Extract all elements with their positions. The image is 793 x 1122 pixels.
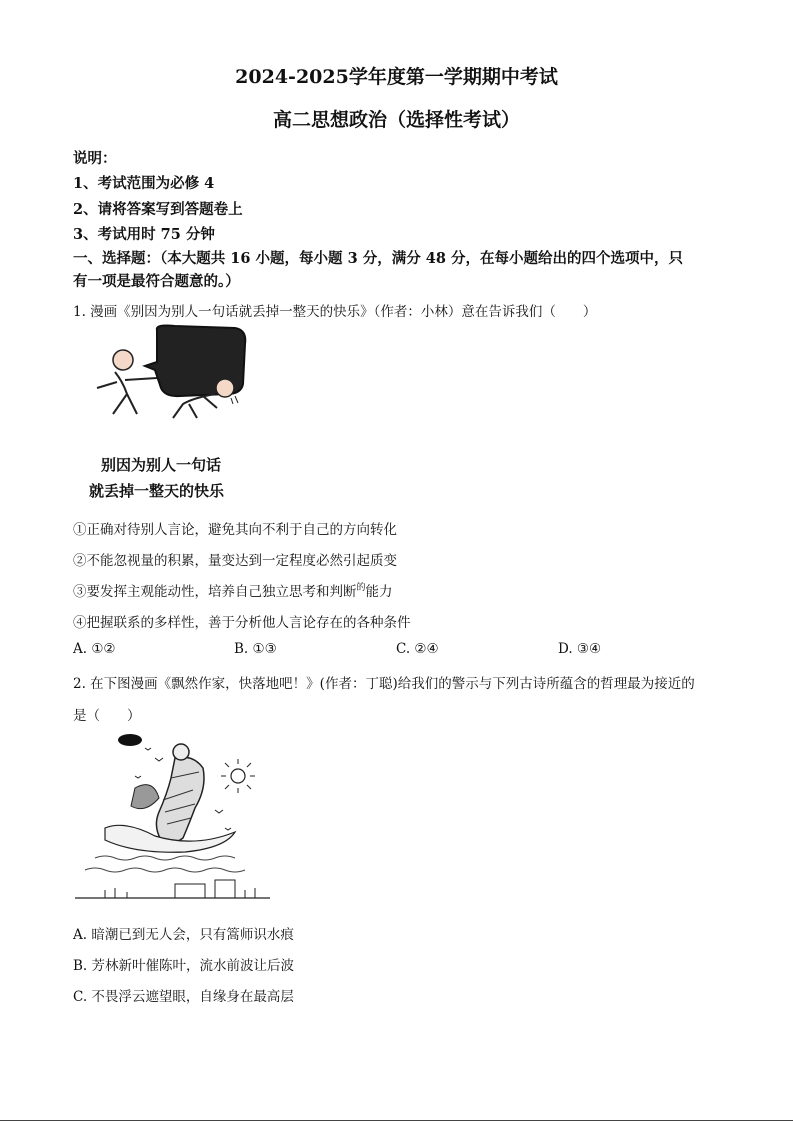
- q2-option-b[interactable]: B. 芳林新叶催陈叶，流水前波让后波: [73, 958, 295, 974]
- q1-statement-3-text: ③要发挥主观能动性，培养自己独立思考和判断: [73, 584, 357, 600]
- q1-cartoon: [85, 322, 255, 507]
- exam-subtitle: 高二思想政治（选择性考试）: [272, 109, 520, 131]
- q2-stem-line2: 是（ ）: [73, 708, 141, 724]
- cartoon-caption-line2: 就丢掉一整天的快乐: [89, 482, 225, 500]
- section-heading-line1: 一、选择题：（本大题共 16 小题，每小题 3 分，满分 48 分，在每小题给出的四个选项中，只: [73, 250, 683, 267]
- section-heading-line2: 有一项是最符合题意的。）: [73, 273, 240, 290]
- q1-option-d[interactable]: D. ③④: [558, 641, 602, 657]
- note-item-2: 2、请将答案写到答题卷上: [73, 201, 243, 218]
- q1-stem: 1. 漫画《别因为别人一句话就丢掉一整天的快乐》（作者：小林）意在告诉我们（ ）: [73, 304, 597, 320]
- q1-statement-2: ②不能忽视量的积累，量变达到一定程度必然引起质变: [73, 553, 397, 569]
- q1-statement-3-sup: 的: [356, 583, 366, 593]
- q2-cartoon: [75, 728, 270, 906]
- exam-title: 2024-2025学年度第一学期期中考试: [235, 66, 558, 88]
- q1-statement-4: ④把握联系的多样性，善于分析他人言论存在的各种条件: [73, 615, 411, 631]
- q2-option-c[interactable]: C. 不畏浮云遮望眼，自缘身在最高层: [73, 989, 294, 1005]
- q1-option-b[interactable]: B. ①③: [234, 641, 277, 657]
- q2-option-a[interactable]: A. 暗潮已到无人会，只有篙师识水痕: [73, 927, 294, 943]
- q1-statement-3-tail: 能力: [365, 584, 393, 600]
- cartoon-illustration: [85, 322, 255, 507]
- page-bottom-border: [0, 1120, 793, 1121]
- notes-label: 说明：: [73, 150, 117, 167]
- q1-statement-1: ①正确对待别人言论，避免其向不利于自己的方向转化: [73, 522, 397, 538]
- q1-option-c[interactable]: C. ②④: [396, 641, 439, 657]
- cartoon-illustration: [75, 728, 270, 906]
- note-item-1: 1、考试范围为必修 4: [73, 175, 215, 192]
- q1-statement-3: [73, 580, 393, 600]
- note-item-3: 3、考试用时 75 分钟: [73, 226, 215, 243]
- cartoon-caption-line1: 别因为别人一句话: [101, 456, 222, 474]
- q2-stem-line1: 2. 在下图漫画《飘然作家，快落地吧！》(作者：丁聪)给我们的警示与下列古诗所蕴含的哲理最为接近的: [73, 676, 695, 692]
- q1-option-a[interactable]: A. ①②: [73, 641, 116, 657]
